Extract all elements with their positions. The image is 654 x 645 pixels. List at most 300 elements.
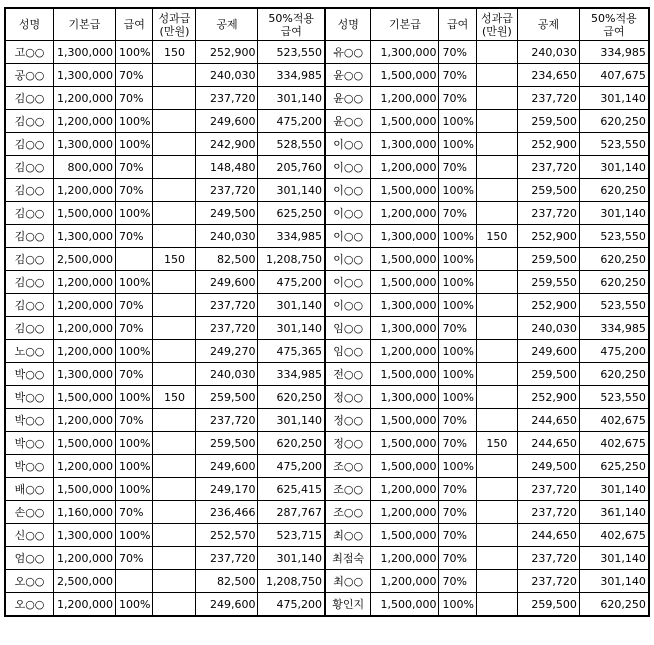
cell-name: 김○○: [6, 317, 54, 340]
cell-bonus: [476, 570, 517, 593]
cell-name: 이○○: [325, 294, 371, 317]
cell-deduction: 244,650: [517, 524, 579, 547]
cell-applied-pay: 620,250: [579, 179, 648, 202]
cell-base-pay: 1,200,000: [371, 202, 439, 225]
cell-applied-pay: 625,250: [579, 455, 648, 478]
cell-pay-rate: 100%: [116, 524, 153, 547]
cell-bonus: [476, 409, 517, 432]
cell-name: 김○○: [6, 87, 54, 110]
cell-applied-pay: 301,140: [579, 156, 648, 179]
cell-name: 김○○: [6, 110, 54, 133]
cell-pay-rate: 70%: [439, 64, 476, 87]
cell-applied-pay: 475,200: [579, 340, 648, 363]
cell-applied-pay: 475,200: [258, 593, 325, 616]
cell-applied-pay: 301,140: [579, 202, 648, 225]
cell-applied-pay: 301,140: [579, 547, 648, 570]
cell-bonus: [476, 340, 517, 363]
cell-deduction: 252,900: [517, 386, 579, 409]
cell-bonus: 150: [153, 248, 196, 271]
cell-pay-rate: 70%: [439, 156, 476, 179]
cell-name: 조○○: [325, 478, 371, 501]
cell-bonus: [476, 593, 517, 616]
cell-pay-rate: 70%: [116, 156, 153, 179]
cell-pay-rate: 100%: [439, 271, 476, 294]
header-bonus: 성과급 (만원): [153, 9, 196, 41]
cell-name: 배○○: [6, 478, 54, 501]
cell-bonus: [476, 501, 517, 524]
table-row: [6, 570, 649, 593]
cell-deduction: 240,030: [196, 225, 258, 248]
cell-deduction: 82,500: [196, 570, 258, 593]
cell-applied-pay: 620,250: [579, 271, 648, 294]
cell-bonus: [153, 432, 196, 455]
cell-deduction: 252,900: [517, 225, 579, 248]
cell-pay-rate: 70%: [116, 87, 153, 110]
cell-applied-pay: 334,985: [258, 225, 325, 248]
cell-bonus: [153, 64, 196, 87]
cell-pay-rate: 70%: [439, 87, 476, 110]
cell-pay-rate: 70%: [116, 179, 153, 202]
header-deduction: 공제: [196, 9, 258, 41]
table-row: [6, 593, 649, 616]
cell-bonus: [153, 133, 196, 156]
cell-bonus: [476, 386, 517, 409]
cell-name: 이○○: [325, 179, 371, 202]
cell-applied-pay: 625,250: [258, 202, 325, 225]
cell-pay-rate: 100%: [116, 478, 153, 501]
cell-base-pay: 1,500,000: [54, 202, 116, 225]
cell-deduction: 259,500: [517, 363, 579, 386]
cell-pay-rate: 100%: [439, 340, 476, 363]
cell-bonus: [153, 524, 196, 547]
cell-deduction: 237,720: [196, 87, 258, 110]
cell-base-pay: 2,500,000: [54, 570, 116, 593]
cell-name: 최○○: [325, 570, 371, 593]
cell-deduction: 82,500: [196, 248, 258, 271]
table-row: [6, 340, 649, 363]
cell-bonus: [153, 547, 196, 570]
cell-base-pay: 1,200,000: [371, 87, 439, 110]
cell-pay-rate: 70%: [439, 317, 476, 340]
cell-name: 정○○: [325, 432, 371, 455]
cell-name: 황인지: [325, 593, 371, 616]
cell-deduction: 249,270: [196, 340, 258, 363]
cell-deduction: 252,900: [196, 41, 258, 64]
cell-name: 이○○: [325, 156, 371, 179]
cell-bonus: [153, 202, 196, 225]
cell-name: 김○○: [6, 271, 54, 294]
cell-base-pay: 1,200,000: [54, 409, 116, 432]
cell-pay-rate: 100%: [116, 41, 153, 64]
cell-applied-pay: 523,715: [258, 524, 325, 547]
cell-base-pay: 1,500,000: [371, 179, 439, 202]
table-row: [6, 386, 649, 409]
cell-bonus: [153, 340, 196, 363]
cell-deduction: 249,600: [196, 455, 258, 478]
cell-base-pay: 1,300,000: [371, 41, 439, 64]
cell-pay-rate: 70%: [116, 547, 153, 570]
cell-base-pay: 1,300,000: [54, 225, 116, 248]
cell-name: 손○○: [6, 501, 54, 524]
cell-applied-pay: 301,140: [258, 409, 325, 432]
cell-name: 김○○: [6, 294, 54, 317]
table-row: [6, 87, 649, 110]
cell-name: 윤○○: [325, 110, 371, 133]
cell-name: 조○○: [325, 455, 371, 478]
cell-pay-rate: 100%: [439, 363, 476, 386]
table-row: [6, 41, 649, 64]
cell-deduction: 249,600: [517, 340, 579, 363]
cell-bonus: [476, 202, 517, 225]
cell-base-pay: 1,200,000: [54, 547, 116, 570]
cell-applied-pay: 334,985: [258, 64, 325, 87]
cell-name: 최○○: [325, 524, 371, 547]
cell-deduction: 237,720: [517, 570, 579, 593]
cell-base-pay: 1,500,000: [371, 363, 439, 386]
cell-deduction: 249,500: [196, 202, 258, 225]
cell-bonus: [153, 501, 196, 524]
cell-base-pay: 1,500,000: [371, 455, 439, 478]
cell-applied-pay: 475,200: [258, 455, 325, 478]
table-row: [6, 248, 649, 271]
cell-base-pay: 1,500,000: [371, 593, 439, 616]
cell-bonus: 150: [476, 225, 517, 248]
cell-deduction: 237,720: [517, 156, 579, 179]
header-pay-rate: 급여: [116, 9, 153, 41]
cell-applied-pay: 402,675: [579, 432, 648, 455]
cell-deduction: 259,550: [517, 271, 579, 294]
cell-base-pay: 1,200,000: [54, 179, 116, 202]
cell-deduction: 259,500: [196, 432, 258, 455]
cell-pay-rate: 100%: [439, 455, 476, 478]
cell-bonus: [153, 593, 196, 616]
table-row: [6, 501, 649, 524]
cell-applied-pay: 620,250: [579, 593, 648, 616]
cell-deduction: 236,466: [196, 501, 258, 524]
cell-bonus: [476, 317, 517, 340]
cell-name: 임○○: [325, 340, 371, 363]
cell-applied-pay: 475,365: [258, 340, 325, 363]
cell-deduction: 249,170: [196, 478, 258, 501]
cell-pay-rate: 100%: [116, 110, 153, 133]
cell-base-pay: 1,200,000: [54, 294, 116, 317]
header-base-pay: 기본급: [371, 9, 439, 41]
header-deduction: 공제: [517, 9, 579, 41]
cell-name: 김○○: [6, 202, 54, 225]
cell-pay-rate: 100%: [116, 386, 153, 409]
table-row: [6, 524, 649, 547]
cell-deduction: 259,500: [196, 386, 258, 409]
cell-applied-pay: 334,985: [258, 363, 325, 386]
cell-applied-pay: 620,250: [579, 363, 648, 386]
header-bonus: 성과급 (만원): [476, 9, 517, 41]
cell-bonus: 150: [153, 386, 196, 409]
cell-pay-rate: 100%: [439, 179, 476, 202]
cell-applied-pay: 407,675: [579, 64, 648, 87]
cell-applied-pay: 402,675: [579, 524, 648, 547]
cell-deduction: 252,900: [517, 133, 579, 156]
cell-deduction: 148,480: [196, 156, 258, 179]
cell-bonus: [153, 179, 196, 202]
cell-name: 최점숙: [325, 547, 371, 570]
cell-pay-rate: 70%: [116, 317, 153, 340]
cell-bonus: [476, 271, 517, 294]
table-row: [6, 478, 649, 501]
cell-pay-rate: 70%: [439, 41, 476, 64]
cell-applied-pay: 620,250: [579, 110, 648, 133]
table-row: [6, 202, 649, 225]
cell-base-pay: 1,160,000: [54, 501, 116, 524]
cell-deduction: 259,500: [517, 179, 579, 202]
cell-deduction: 249,600: [196, 271, 258, 294]
header-applied-pay: 50%적용 급여: [579, 9, 648, 41]
header-name: 성명: [325, 9, 371, 41]
cell-name: 신○○: [6, 524, 54, 547]
cell-deduction: 259,500: [517, 110, 579, 133]
cell-pay-rate: 70%: [439, 524, 476, 547]
header-applied-pay: 50%적용 급여: [258, 9, 325, 41]
table-row: [6, 363, 649, 386]
cell-deduction: 237,720: [517, 87, 579, 110]
cell-applied-pay: 301,140: [579, 570, 648, 593]
cell-applied-pay: 301,140: [258, 547, 325, 570]
cell-applied-pay: 402,675: [579, 409, 648, 432]
cell-bonus: [476, 363, 517, 386]
header-base-pay: 기본급: [54, 9, 116, 41]
cell-applied-pay: 205,760: [258, 156, 325, 179]
table-row: [6, 110, 649, 133]
table-row: [6, 225, 649, 248]
table-row: [6, 409, 649, 432]
cell-deduction: 249,600: [196, 110, 258, 133]
cell-pay-rate: 100%: [116, 202, 153, 225]
cell-deduction: 237,720: [196, 294, 258, 317]
cell-pay-rate: 70%: [439, 570, 476, 593]
cell-pay-rate: 100%: [439, 593, 476, 616]
cell-name: 엄○○: [6, 547, 54, 570]
cell-applied-pay: 625,415: [258, 478, 325, 501]
cell-base-pay: 1,200,000: [371, 570, 439, 593]
cell-deduction: 240,030: [196, 64, 258, 87]
cell-pay-rate: 70%: [116, 501, 153, 524]
cell-deduction: 259,500: [517, 248, 579, 271]
cell-name: 오○○: [6, 593, 54, 616]
cell-deduction: 252,570: [196, 524, 258, 547]
cell-base-pay: 800,000: [54, 156, 116, 179]
cell-base-pay: 1,300,000: [371, 386, 439, 409]
cell-applied-pay: 301,140: [579, 478, 648, 501]
table-row: [6, 133, 649, 156]
cell-name: 이○○: [325, 248, 371, 271]
header-pay-rate: 급여: [439, 9, 476, 41]
cell-name: 윤○○: [325, 87, 371, 110]
cell-applied-pay: 1,208,750: [258, 570, 325, 593]
cell-base-pay: 1,200,000: [54, 271, 116, 294]
cell-bonus: [476, 524, 517, 547]
table-row: [6, 432, 649, 455]
cell-applied-pay: 301,140: [258, 179, 325, 202]
cell-bonus: 150: [476, 432, 517, 455]
cell-applied-pay: 523,550: [258, 41, 325, 64]
cell-bonus: [153, 570, 196, 593]
cell-pay-rate: 100%: [116, 133, 153, 156]
cell-pay-rate: 70%: [439, 409, 476, 432]
cell-name: 박○○: [6, 386, 54, 409]
cell-bonus: [476, 248, 517, 271]
cell-deduction: 244,650: [517, 432, 579, 455]
cell-bonus: [476, 64, 517, 87]
cell-name: 노○○: [6, 340, 54, 363]
cell-bonus: [153, 294, 196, 317]
cell-base-pay: 1,200,000: [371, 547, 439, 570]
cell-applied-pay: 334,985: [579, 317, 648, 340]
cell-applied-pay: 361,140: [579, 501, 648, 524]
cell-deduction: 240,030: [196, 363, 258, 386]
cell-name: 박○○: [6, 409, 54, 432]
cell-name: 정○○: [325, 386, 371, 409]
cell-deduction: 244,650: [517, 409, 579, 432]
cell-bonus: [476, 110, 517, 133]
cell-pay-rate: 70%: [439, 432, 476, 455]
cell-pay-rate: 70%: [116, 64, 153, 87]
cell-name: 유○○: [325, 41, 371, 64]
cell-base-pay: 1,500,000: [371, 271, 439, 294]
cell-bonus: [153, 317, 196, 340]
cell-base-pay: 1,200,000: [54, 317, 116, 340]
cell-base-pay: 1,500,000: [371, 432, 439, 455]
cell-applied-pay: 523,550: [579, 225, 648, 248]
cell-deduction: 252,900: [517, 294, 579, 317]
table-row: [6, 156, 649, 179]
cell-deduction: 237,720: [517, 478, 579, 501]
cell-bonus: [476, 41, 517, 64]
cell-applied-pay: 528,550: [258, 133, 325, 156]
table-row: [6, 179, 649, 202]
header-name: 성명: [6, 9, 54, 41]
cell-bonus: [476, 156, 517, 179]
cell-deduction: 249,500: [517, 455, 579, 478]
cell-base-pay: 1,300,000: [54, 524, 116, 547]
cell-applied-pay: 523,550: [579, 294, 648, 317]
cell-deduction: 240,030: [517, 41, 579, 64]
cell-name: 이○○: [325, 133, 371, 156]
cell-applied-pay: 620,250: [258, 432, 325, 455]
cell-pay-rate: 100%: [439, 133, 476, 156]
cell-base-pay: 1,300,000: [371, 133, 439, 156]
cell-base-pay: 1,300,000: [54, 41, 116, 64]
cell-bonus: 150: [153, 41, 196, 64]
cell-pay-rate: 100%: [439, 110, 476, 133]
cell-deduction: 237,720: [196, 179, 258, 202]
cell-pay-rate: 100%: [116, 340, 153, 363]
cell-pay-rate: 70%: [439, 501, 476, 524]
cell-base-pay: 1,200,000: [54, 593, 116, 616]
cell-pay-rate: 70%: [439, 478, 476, 501]
cell-base-pay: 1,500,000: [54, 386, 116, 409]
cell-pay-rate: 100%: [439, 386, 476, 409]
cell-bonus: [153, 455, 196, 478]
cell-bonus: [153, 409, 196, 432]
cell-base-pay: 1,500,000: [371, 64, 439, 87]
cell-name: 이○○: [325, 271, 371, 294]
cell-applied-pay: 301,140: [579, 87, 648, 110]
cell-base-pay: 1,300,000: [371, 225, 439, 248]
cell-base-pay: 1,200,000: [371, 478, 439, 501]
cell-bonus: [153, 225, 196, 248]
cell-pay-rate: [116, 248, 153, 271]
cell-base-pay: 1,200,000: [54, 110, 116, 133]
cell-pay-rate: [116, 570, 153, 593]
cell-base-pay: 1,200,000: [54, 455, 116, 478]
cell-deduction: 242,900: [196, 133, 258, 156]
cell-bonus: [476, 455, 517, 478]
cell-pay-rate: 100%: [116, 455, 153, 478]
table-row: [6, 271, 649, 294]
cell-base-pay: 1,500,000: [371, 409, 439, 432]
cell-pay-rate: 100%: [116, 593, 153, 616]
cell-deduction: 237,720: [196, 547, 258, 570]
cell-deduction: 234,650: [517, 64, 579, 87]
cell-name: 김○○: [6, 248, 54, 271]
cell-applied-pay: 620,250: [258, 386, 325, 409]
cell-name: 윤○○: [325, 64, 371, 87]
cell-name: 박○○: [6, 363, 54, 386]
cell-name: 김○○: [6, 156, 54, 179]
cell-deduction: 259,500: [517, 593, 579, 616]
cell-bonus: [476, 179, 517, 202]
cell-base-pay: 1,200,000: [371, 340, 439, 363]
cell-pay-rate: 100%: [439, 294, 476, 317]
header-row: [6, 9, 649, 41]
cell-name: 전○○: [325, 363, 371, 386]
cell-applied-pay: 475,200: [258, 110, 325, 133]
cell-bonus: [476, 133, 517, 156]
cell-bonus: [476, 547, 517, 570]
cell-base-pay: 1,200,000: [54, 340, 116, 363]
cell-pay-rate: 70%: [116, 409, 153, 432]
cell-base-pay: 1,500,000: [371, 524, 439, 547]
cell-pay-rate: 70%: [439, 202, 476, 225]
cell-base-pay: 1,300,000: [371, 317, 439, 340]
cell-applied-pay: 287,767: [258, 501, 325, 524]
cell-name: 박○○: [6, 432, 54, 455]
cell-name: 김○○: [6, 179, 54, 202]
cell-name: 공○○: [6, 64, 54, 87]
cell-name: 이○○: [325, 202, 371, 225]
table-row: [6, 64, 649, 87]
cell-applied-pay: 301,140: [258, 294, 325, 317]
cell-base-pay: 1,300,000: [54, 363, 116, 386]
cell-bonus: [153, 87, 196, 110]
table-row: [6, 317, 649, 340]
cell-pay-rate: 100%: [439, 248, 476, 271]
cell-deduction: 240,030: [517, 317, 579, 340]
table-header: [6, 9, 649, 41]
cell-deduction: 237,720: [517, 202, 579, 225]
salary-table: [5, 8, 649, 616]
cell-pay-rate: 100%: [116, 271, 153, 294]
cell-deduction: 249,600: [196, 593, 258, 616]
cell-base-pay: 2,500,000: [54, 248, 116, 271]
cell-pay-rate: 100%: [116, 432, 153, 455]
cell-bonus: [476, 294, 517, 317]
cell-deduction: 237,720: [196, 317, 258, 340]
cell-name: 임○○: [325, 317, 371, 340]
cell-bonus: [153, 478, 196, 501]
cell-pay-rate: 70%: [116, 294, 153, 317]
cell-pay-rate: 70%: [116, 225, 153, 248]
cell-name: 고○○: [6, 41, 54, 64]
